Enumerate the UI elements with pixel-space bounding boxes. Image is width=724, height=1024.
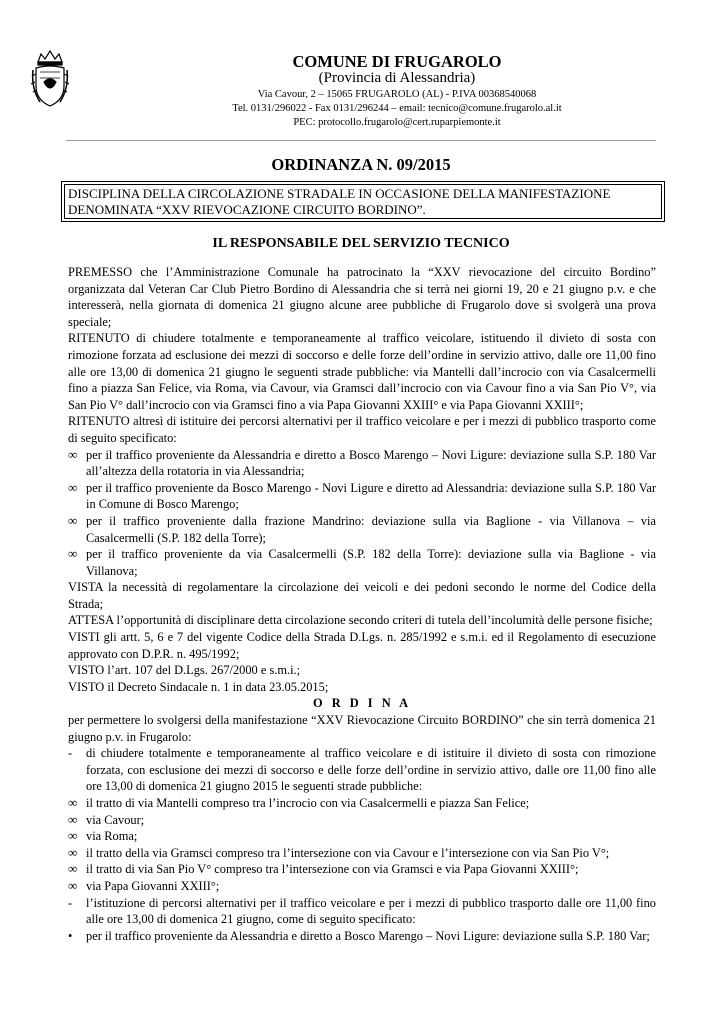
round-bullet-icon: • — [68, 928, 73, 943]
dash-bullet-icon: - — [68, 895, 73, 910]
list-item: ∞ via Roma; — [68, 828, 138, 844]
visto-paragraph-2: VISTO il Decreto Sindacale n. 1 in data 23.05.2015; — [68, 679, 329, 694]
province-line: (Provincia di Alessandria) — [318, 70, 476, 86]
list-item: ∞ il tratto di via Mantelli compreso tra l’incrocio con via Casalcermelli e piazza San Felice; — [68, 795, 530, 810]
header-divider — [66, 140, 656, 141]
attesa-paragraph: ATTESA l’opportunità di disciplinare detta circolazione secondo criteri di tutela dell’incolumità delle persone fisiche; — [68, 613, 653, 628]
list-item: - l’istituzione di percorsi alternativi per il traffico veicolare e per i mezzi di pubblico trasporto dalle ore 11,00 fino alle ore 13,00 di domenica 21 giugno, come di seguito specificato: — [68, 895, 656, 927]
infinity-bullet-icon: ∞ — [68, 512, 78, 528]
infinity-bullet-icon: ∞ — [68, 861, 78, 877]
infinity-bullet-icon: ∞ — [68, 446, 78, 462]
address-line: Via Cavour, 2 – 15065 FRUGAROLO (AL) - P.IVA 00368540068 — [257, 89, 537, 100]
infinity-bullet-icon: ∞ — [68, 877, 78, 893]
subject-box: DISCIPLINA DELLA CIRCOLAZIONE STRADALE IN OCCASIONE DELLA MANIFESTAZIONE DENOMINATA “XXV RIEVOCAZIONE CIRCUITO BORDINO”. — [64, 184, 662, 219]
list-item: ∞ il tratto della via Gramsci compreso tra l’intersezione con via Cavour e l’intersezione con via San Pio V°; — [68, 844, 610, 860]
dash-bullet-icon: - — [68, 746, 73, 761]
infinity-bullet-icon: ∞ — [68, 828, 78, 844]
municipality-title: COMUNE DI FRUGAROLO — [292, 52, 502, 71]
infinity-bullet-icon: ∞ — [68, 479, 78, 495]
infinity-bullet-icon: ∞ — [68, 795, 78, 810]
list-item: ∞ per il traffico proveniente dalla frazione Mandrino: deviazione sulla via Baglione - via Villanova – via Casalcermelli (S.P. 182 della Torre); — [68, 512, 656, 545]
list-item: ∞ via Cavour; — [68, 811, 145, 827]
list-item: ∞ per il traffico proveniente da Alessandria e diretto a Bosco Marengo – Novi Ligure: deviazione sulla S.P. 180 Var all’altezza della rotatoria in via Alessandria; — [68, 446, 656, 479]
visti-paragraph: VISTI gli artt. 5, 6 e 7 del vigente Codice della Strada D.Lgs. n. 285/1992 e s.m.i. ed il Regolamento di esecuzione approvato con D.P.R. n. 495/1992; — [68, 630, 656, 661]
responsible-heading: IL RESPONSABILE DEL SERVIZIO TECNICO — [212, 236, 510, 251]
municipal-crest-icon — [30, 48, 70, 110]
ordina-heading: O R D I N A — [312, 696, 412, 711]
ritenuto-paragraph-2: RITENUTO altresì di istituire dei percorsi alternativi per il traffico veicolare e per i mezzi di pubblico trasporto come di seguito specificato: — [68, 414, 656, 445]
visto-paragraph-1: VISTO l’art. 107 del D.Lgs. 267/2000 e s.m.i.; — [68, 663, 301, 678]
infinity-bullet-icon: ∞ — [68, 546, 78, 562]
ordinance-title: ORDINANZA N. 09/2015 — [271, 155, 451, 174]
list-item: ∞ il tratto di via San Pio V° compreso tra l’intersezione con via Gramsci e via Papa Giovanni XXIII°; — [68, 861, 579, 877]
list-item: ∞ per il traffico proveniente da via Casalcermelli (S.P. 182 della Torre): deviazione sulla via Baglione - via Villanova; — [68, 546, 656, 578]
infinity-bullet-icon: ∞ — [68, 844, 78, 860]
ordina-intro: per permettere lo svolgersi della manifestazione “XXV Rievocazione Circuito BORDINO” che sin terrà domenica 21 giugno p.v. in Frugarolo: — [68, 713, 656, 744]
pec-line: PEC: protocollo.frugarolo@cert.ruparpiemonte.it — [293, 117, 501, 128]
contacts-line: Tel. 0131/296022 - Fax 0131/296244 – email: tecnico@comune.frugarolo.al.it — [232, 103, 562, 114]
infinity-bullet-icon: ∞ — [68, 811, 78, 827]
list-item: ∞ via Papa Giovanni XXIII°; — [68, 877, 220, 893]
vista-paragraph: VISTA la necessità di regolamentare la circolazione dei veicoli e dei pedoni secondo le norme del Codice della Strada; — [68, 580, 656, 611]
ritenuto-paragraph-1: RITENUTO di chiudere totalmente e temporaneamente al traffico veicolare, istituendo il divieto di sosta con rimozione forzata ad esclusione dei mezzi di soccorso e delle forze dell’ordine in servizio attivo, dalle ore 11,00 fino alle ore 13,00 di domenica 21 giugno le seguenti strade pubbliche: via Mantelli dall’incrocio con via Casalcermelli fino a piazza San Felice, via Roma, via Cavour, via Gramsci dall’incrocio con via Cavour fino a via San Pio V°, via San Pio V° dall’incrocio con via Gramsci fino a via Papa Giovanni XXIII° e via Papa Giovanni XXIII°; — [68, 331, 656, 412]
list-item: - di chiudere totalmente e temporaneamente al traffico veicolare e di istituire il divieto di sosta con rimozione forzata, con esclusione dei mezzi di soccorso e delle forze dell’ordine in servizio attivo, dalle ore 11,00 fino alle ore 13,00 di domenica 21 giugno 2015 le seguenti strade pubbliche: — [68, 746, 656, 794]
ordinance-body — [68, 264, 656, 944]
list-item: • per il traffico proveniente da Alessandria e diretto a Bosco Marengo – Novi Ligure: deviazione sulla S.P. 180 Var; — [68, 928, 650, 943]
premesso-paragraph: PREMESSO che l’Amministrazione Comunale ha patrocinato la “XXV rievocazione del circuito Bordino” organizzata dal Veteran Car Club Pietro Bordino di Alessandria che si terrà nei giorni 19, 20 e 21 giugno p.v. e che interesserà, nella giornata di domenica 21 giugno alcune aree pubbliche di Frugarolo dove si svolgerà una prova speciale; — [68, 265, 656, 329]
list-item: ∞ per il traffico proveniente da Bosco Marengo - Novi Ligure e diretto ad Alessandria: deviazione sulla S.P. 180 Var in Comune di Bosco Marengo; — [68, 479, 656, 512]
